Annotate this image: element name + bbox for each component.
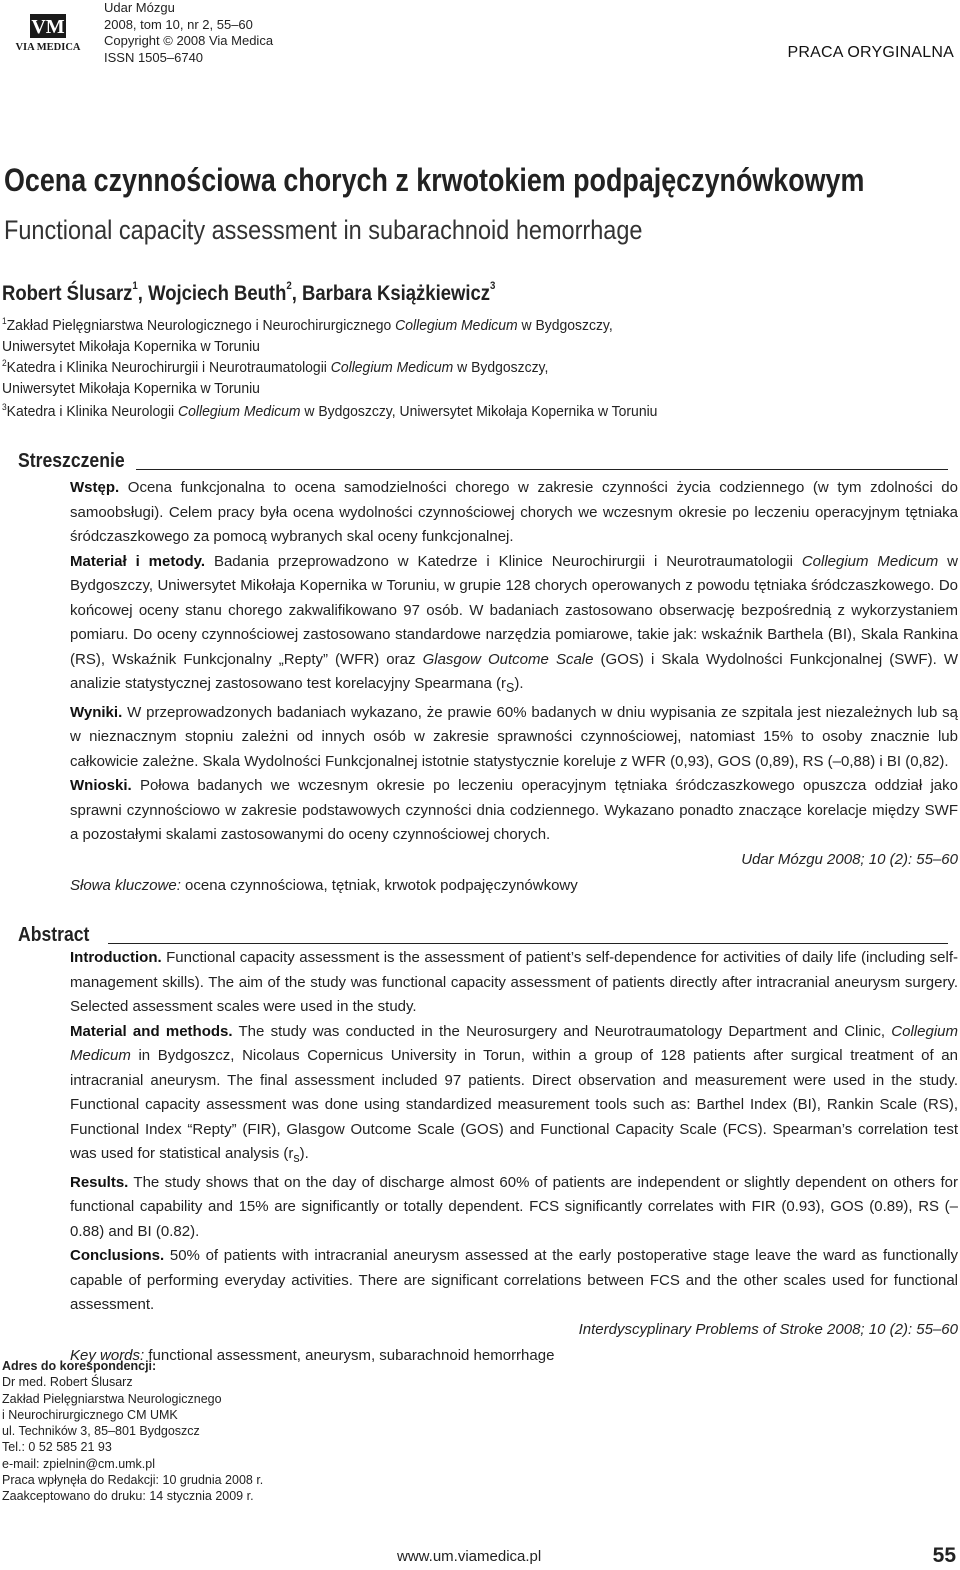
english-citation: Interdyscyplinary Problems of Stroke 2008; 10 (2): 55–60 [578,1320,958,1338]
journal-meta [104,0,273,66]
affiliation-1: $^1$Zakład Pielęgniarstwa Neurologicznego i Neurochirurgicznego Collegium Medicum w Bydgoszczy, Uniwersytet Mikołaja Kopernika w Toruniu [2,316,613,355]
correspondence-line: Tel.: 0 52 585 21 93 [2,1440,112,1455]
english-keywords: Key words: functional assessment, aneurysm, subarachnoid hemorrhage [70,1347,555,1364]
metody-paragraph: Materiał i metody. Badania przeprowadzono w Katedrze i Klinice Neurochirurgii i Neurotraumatologii Collegium Medicum w Bydgoszczy, Uniwersytet Mikołaja Kopernika w Toruniu, w grupie 128 chorych operowanych z powodu tętniaka śródczaszkowego. Do końcowej oceny stanu chorego zakwalifikowano 97 osób. W badaniach zastosowano obserwację bezpośrednią z wykorzystaniem pomiaru. Do oceny czynnościowej zastosowano standardowe narzędzia pomiarowe, takie jak: wskaźnik Barthela (BI), Skala Rankina (RS), Wskaźnik Funkcjonalny „Repty” (WFR) oraz Glasgow Outcome Scale (GOS) i Skala Wydolności Funkcjonalnej (SWF). W analizie statystycznej zastosowano test korelacyjny Spearmana $(r_S)$. [70,552,959,695]
author-3: Barbara Książkiewicz$^3$ [302,280,496,305]
correspondence-line: i Neurochirurgicznego CM UMK [2,1407,178,1422]
journal-issn: ISSN 1505–6740 [104,49,204,65]
wstep-paragraph: Wstęp. Ocena funkcjonalna to ocena samodzielności chorego w zakresie czynności życia codziennego (w tym zdolności do samoobsługi). Celem pracy była ocena wydolności czynnościowej chorych we wczesnym okresie po leczeniu operacyjnym tętniaka śródczaszkowego za pomocą wybranych skal oceny funkcjonalnej. [70,479,958,545]
affiliation-3: $^3$Katedra i Klinika Neurologii Collegium Medicum w Bydgoszczy, Uniwersytet Mikołaja Kopernika w Toruniu [2,402,658,420]
footer-url[interactable]: www.um.viamedica.pl [397,1548,542,1565]
journal-copyright: Copyright © 2008 Via Medica [104,33,274,48]
introduction-paragraph: Introduction. Functional capacity assessment is the assessment of patient’s self-dependence for activities of daily life (including self-management skills). The aim of the study was functional capacity assessment of patients directly after intracranial aneurysm surgery. Selected assessment scales were used in the study. [70,949,958,1015]
correspondence-heading: Adres do korespondencji: [2,1359,157,1373]
author-2: Wojciech Beuth$^2$, [148,280,303,305]
correspondence-line: Dr med. Robert Ślusarz [2,1375,133,1390]
wnioski-paragraph: Wnioski. Połowa badanych we wczesnym okresie po leczeniu operacyjnym tętniaka śródczaszkowego opuszcza oddział jako sprawni czynnościowo w zakresie podstawowych czynności dnia codziennego. Wykazano ponadto znaczące korelacje między SWF a pozostałymi skalami zastosowanymi do oceny czynnościowej chorych. [70,777,958,843]
journal-issue: 2008, tom 10, nr 2, 55–60 [104,16,253,32]
correspondence-block [2,1358,263,1505]
wyniki-paragraph: Wyniki. W przeprowadzonych badaniach wykazano, że prawie 60% badanych w dniu wypisania ze szpitala jest niezależnych lub są w nieznacznym stopniu zależni od innych osób w zakresie sprawności czynnościowej, natomiast 15% to osoby znacznie lub całkowicie zależne. Skala Wydolności Funkcjonalnej istotnie statystycznie koreluje z WFR (0,93), GOS (0,89), RS (–0,88) i BI (0,82). [70,703,958,770]
correspondence-line: ul. Techników 3, 85–801 Bydgoszcz [2,1424,200,1439]
correspondence-line: Zaakceptowano do druku: 14 stycznia 2009 r. [2,1489,254,1504]
results-paragraph: Results. The study shows that on the day of discharge almost 60% of patients are independent or slightly dependent on others for functional capability and 15% are significantly or totally dependent. FCS significantly correlates with FIR (0.93), GOS (0.89), RS (–0.88) and BI (0.82). [70,1173,958,1240]
affiliation-2: $^2$Katedra i Klinika Neurochirurgii i Neurotraumatologii Collegium Medicum w Bydgoszczy, Uniwersytet Mikołaja Kopernika w Toruniu [2,358,549,397]
title-polish: Ocena czynnościowa chorych z krwotokiem podpajęczynówkowym [4,162,865,198]
logo-monogram: VM [31,16,65,38]
abstract-heading: Abstract [18,924,948,946]
polish-citation: Udar Mózgu 2008; 10 (2): 55–60 [741,850,958,868]
logo-wordmark: VIA MEDICA [15,42,81,53]
conclusions-paragraph: Conclusions. 50% of patients with intracranial aneurysm assessed at the early postoperative stage leave the ward as functionally capable of performing everyday activities. There are significant correlations between FCS and the other scales used for functional assessment. [70,1247,958,1313]
via-medica-logo [8,14,88,54]
polish-keywords: Słowa kluczowe: ocena czynnościowa, tętniak, krwotok podpajęczynówkowy [70,877,578,894]
article-type: PRACA ORYGINALNA [787,44,954,61]
title-english: Functional capacity assessment in subarachnoid hemorrhage [4,215,643,245]
abstract-body [70,946,958,1369]
page-number: 55 [932,1544,956,1567]
authors-line [2,282,495,306]
streszczenie-heading: Streszczenie [18,450,948,472]
streszczenie-body [70,476,958,899]
author-1: Robert Ślusarz$^1$, [2,280,149,305]
journal-name: Udar Mózgu [104,0,175,15]
correspondence-email[interactable]: e-mail: zpielnin@cm.umk.pl [2,1456,156,1471]
correspondence-line: Praca wpłynęła do Redakcji: 10 grudnia 2008 r. [2,1473,264,1488]
correspondence-line: Zakład Pielęgniarstwa Neurologicznego [2,1391,222,1406]
methods-paragraph: Material and methods. The study was conducted in the Neurosurgery and Neurotraumatology Department and Clinic, Collegium Medicum in Bydgoszcz, Nicolaus Copernicus University in Torun, within a group of 128 patients after surgical treatment of an intracranial aneurysm. The final assessment included 97 patients. Direct observation and measurement were used in the study. Functional capacity assessment was done using standardized measurement tools such as: Barthel Index (BI), Rankin Scale (RS), Functional Index “Repty” (FIR), Glasgow Outcome Scale (GOS) and Functional Capacity Scale (FCS). Spearman’s correlation test was used for statistical analysis $(r_s)$. [70,1022,958,1165]
